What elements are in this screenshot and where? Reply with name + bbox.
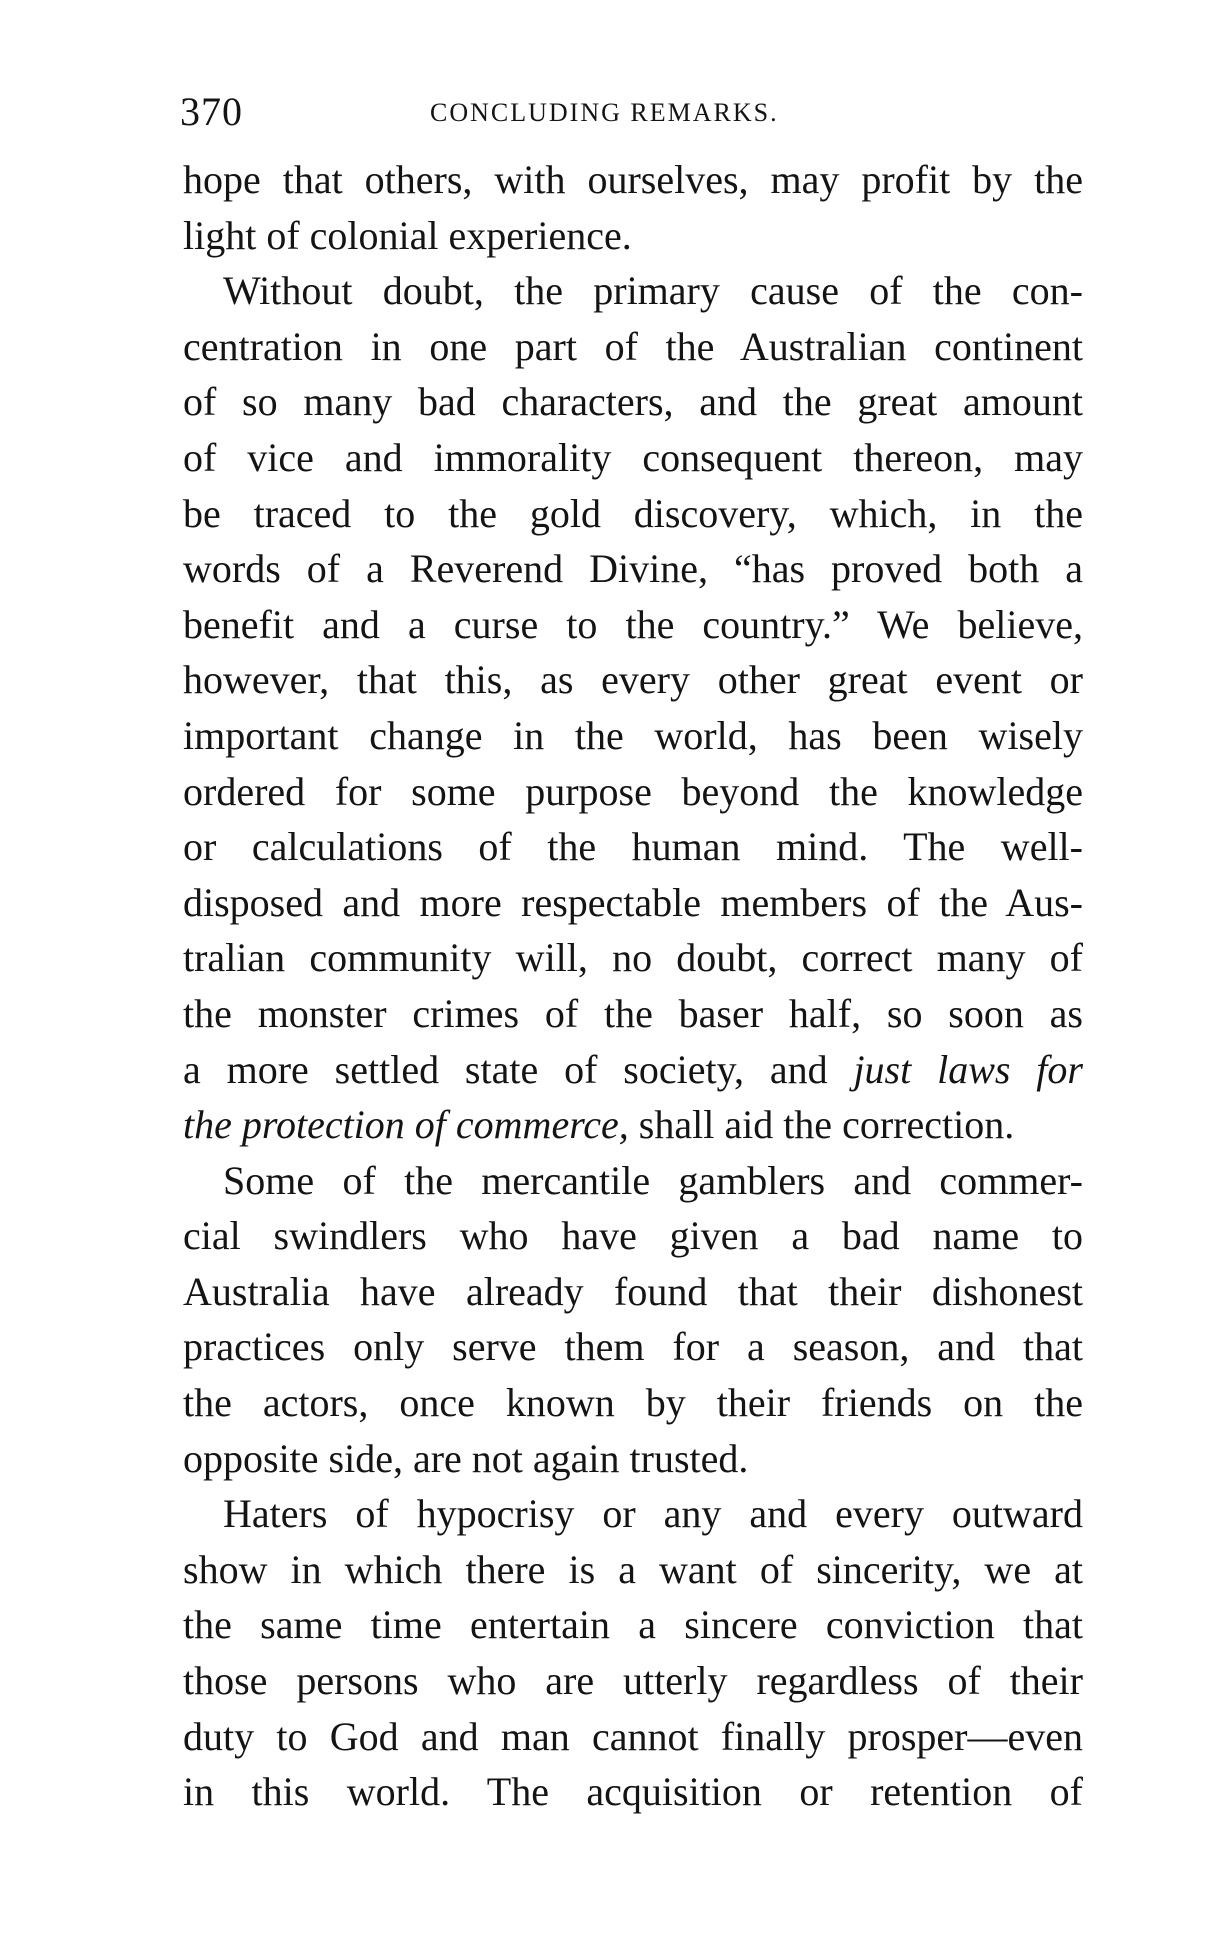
text-line: light of colonial experience.: [183, 212, 632, 258]
running-title: CONCLUDING REMARKS.: [430, 98, 779, 127]
paragraph-first-line: Without doubt, the primary cause of the con-: [223, 268, 1083, 314]
text-line: ordered for some purpose beyond the knowledge: [183, 768, 1083, 814]
paragraph-first-line: Haters of hypocrisy or any and every outward: [223, 1491, 1083, 1537]
text-line: tralian community will, no doubt, correct many of: [183, 935, 1083, 981]
text-line: the same time entertain a sincere conviction that: [183, 1602, 1083, 1648]
text-line: opposite side, are not again trusted.: [183, 1435, 749, 1481]
text-line: a more settled state of society, and just laws for: [183, 1046, 1083, 1092]
text-line: important change in the world, has been wisely: [183, 712, 1083, 758]
body-text: [183, 152, 1083, 1820]
page-number: 370: [180, 89, 243, 134]
paragraph-first-line: Some of the mercantile gamblers and commer-: [223, 1157, 1083, 1203]
italic-phrase: the protection of commerce,: [183, 1102, 629, 1148]
text-line: be traced to the gold discovery, which, in the: [183, 490, 1083, 536]
text-line: cial swindlers who have given a bad name to: [183, 1213, 1083, 1259]
text-line: words of a Reverend Divine, “has proved both a: [183, 546, 1083, 592]
text-line: centration in one part of the Australian continent: [183, 323, 1083, 369]
text-line: benefit and a curse to the country.” We believe,: [183, 601, 1083, 647]
text-line: those persons who are utterly regardless of their: [183, 1658, 1083, 1704]
text-line: however, that this, as every other great event or: [183, 657, 1083, 703]
text-line: Australia have already found that their dishonest: [183, 1268, 1083, 1314]
text-line: the monster crimes of the baser half, so soon as: [183, 990, 1083, 1036]
text-line: hope that others, with ourselves, may profit by the: [183, 157, 1083, 202]
text-line: duty to God and man cannot finally prosper—even: [183, 1713, 1083, 1759]
text-line: disposed and more respectable members of the Aus-: [183, 879, 1083, 925]
italic-phrase: just laws for: [853, 1046, 1083, 1092]
text-line: or calculations of the human mind. The well-: [183, 824, 1083, 870]
page-header: [180, 88, 1080, 148]
text-line: the protection of commerce, shall aid the correction.: [183, 1102, 1015, 1148]
text-line: the actors, once known by their friends on the: [183, 1380, 1083, 1426]
text-line: show in which there is a want of sincerity, we at: [183, 1546, 1083, 1592]
text-line: in this world. The acquisition or retention of: [183, 1769, 1083, 1815]
text-line: of vice and immorality consequent thereon, may: [183, 434, 1083, 480]
text-line: practices only serve them for a season, and that: [183, 1324, 1083, 1370]
text-line: of so many bad characters, and the great amount: [183, 379, 1083, 425]
